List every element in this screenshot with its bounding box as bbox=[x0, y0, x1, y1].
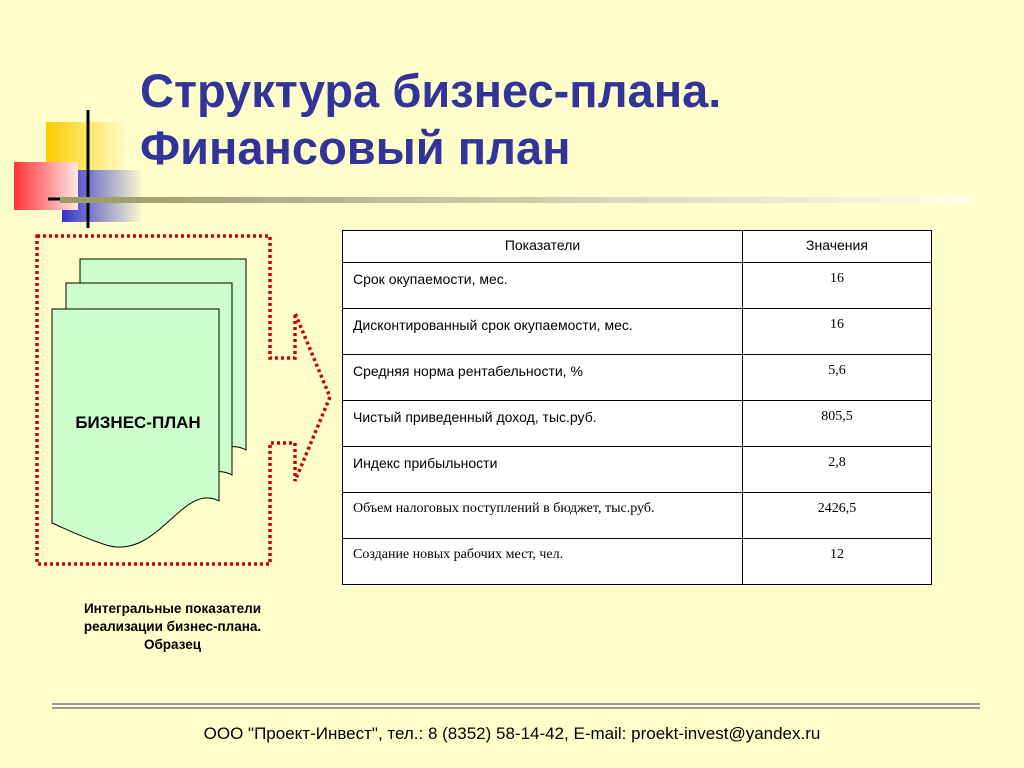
page-title bbox=[140, 62, 1000, 176]
indicator-name: Создание новых рабочих мест, чел. bbox=[343, 539, 743, 585]
caption-line-1: Интегральные показатели bbox=[83, 601, 262, 616]
table-row bbox=[343, 401, 932, 447]
indicator-name: Объем налоговых поступлений в бюджет, тыс.руб. bbox=[343, 493, 743, 539]
indicator-value: 12 bbox=[743, 539, 932, 585]
indicator-value: 2426,5 bbox=[743, 493, 932, 539]
diagram-caption bbox=[40, 600, 305, 654]
title-line-1: Структура бизнес-плана. bbox=[140, 64, 722, 117]
indicator-value: 16 bbox=[743, 263, 932, 309]
indicator-name: Чистый приведенный доход, тыс.руб. bbox=[343, 401, 743, 447]
table-row bbox=[343, 263, 932, 309]
indicator-name: Индекс прибыльности bbox=[343, 447, 743, 493]
footer-divider bbox=[52, 703, 980, 709]
business-plan-diagram bbox=[30, 225, 350, 575]
caption-line-2: реализации бизнес-плана. bbox=[83, 619, 262, 634]
document-label: БИЗНЕС-ПЛАН bbox=[75, 413, 201, 432]
caption-line-3: Образец bbox=[143, 637, 202, 652]
header-indicators: Показатели bbox=[343, 231, 743, 263]
indicator-name: Дисконтированный срок окупаемости, мес. bbox=[343, 309, 743, 355]
indicator-name: Средняя норма рентабельности, % bbox=[343, 355, 743, 401]
indicator-value: 5,6 bbox=[743, 355, 932, 401]
table-row bbox=[343, 355, 932, 401]
decorative-squares bbox=[0, 0, 160, 240]
indicator-value: 805,5 bbox=[743, 401, 932, 447]
indicator-value: 16 bbox=[743, 309, 932, 355]
indicator-value: 2,8 bbox=[743, 447, 932, 493]
table-row bbox=[343, 539, 932, 585]
title-underline bbox=[60, 197, 972, 203]
table-row bbox=[343, 447, 932, 493]
footer-contact: ООО "Проект-Инвест", тел.: 8 (8352) 58-14-42, E-mail: proekt-invest@yandex.ru bbox=[203, 724, 821, 743]
title-line-2: Финансовый план bbox=[140, 121, 571, 174]
table-row bbox=[343, 493, 932, 539]
table-row bbox=[343, 309, 932, 355]
indicators-table bbox=[342, 230, 932, 585]
header-values: Значения bbox=[743, 231, 932, 263]
indicator-name: Срок окупаемости, мес. bbox=[343, 263, 743, 309]
table-header-row bbox=[343, 231, 932, 263]
